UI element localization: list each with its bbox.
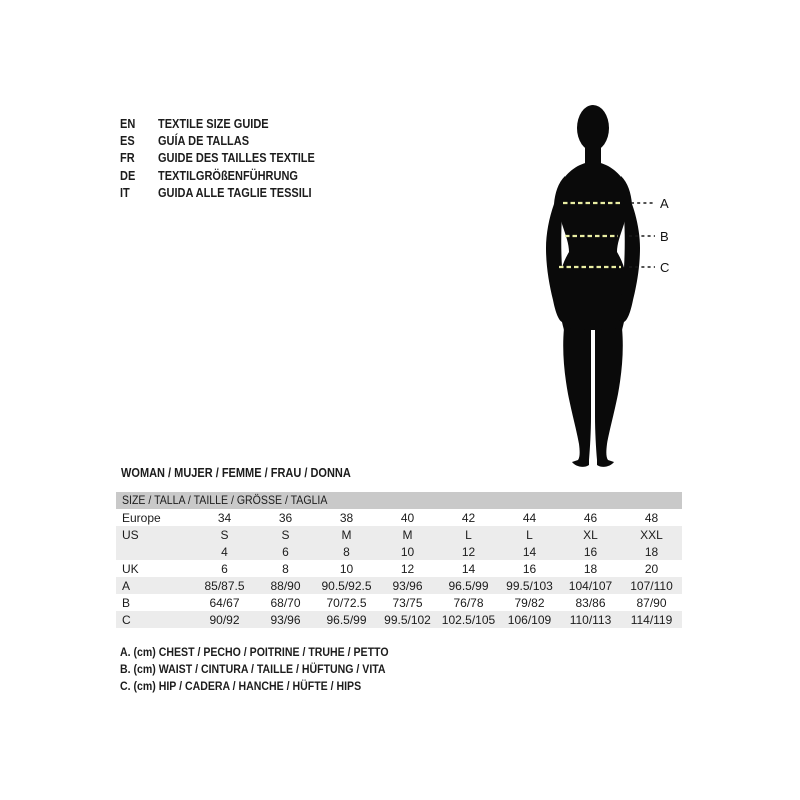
note-line	[120, 661, 425, 678]
size-cell: 12	[461, 544, 476, 559]
silhouette-left-foot	[572, 460, 589, 467]
language-code: FR	[120, 151, 135, 166]
size-cell: 36	[278, 510, 293, 525]
size-cell: 87/90	[636, 595, 667, 610]
language-title: TEXTILE SIZE GUIDE	[158, 116, 269, 131]
woman-silhouette	[521, 100, 661, 482]
size-cell: 18	[583, 561, 598, 576]
silhouette-right-foot	[597, 460, 614, 467]
language-title: GUÍA DE TALLAS	[158, 133, 250, 148]
language-code: EN	[120, 116, 136, 131]
language-row	[120, 184, 336, 201]
size-cell: 14	[522, 544, 537, 559]
size-cell: 99.5/103	[506, 578, 553, 593]
size-cell: 68/70	[270, 595, 301, 610]
size-cell: 48	[644, 510, 659, 525]
size-table-body	[116, 509, 682, 628]
row-label: US	[122, 527, 139, 542]
size-cell: 96.5/99	[448, 578, 489, 593]
size-cell: 4	[221, 544, 228, 559]
row-label: Europe	[122, 510, 161, 525]
section-title	[121, 466, 382, 480]
measurement-notes	[120, 644, 425, 694]
size-cell: 73/75	[392, 595, 423, 610]
size-cell: 114/119	[630, 612, 673, 627]
size-cell: 93/96	[392, 578, 423, 593]
note-text: C. (cm) HIP / CADERA / HANCHE / HÜFTE / HIPS	[120, 678, 362, 693]
table-row	[116, 611, 682, 628]
size-cell: 76/78	[453, 595, 484, 610]
size-cell: 107/110	[630, 578, 673, 593]
note-text: B. (cm) WAIST / CINTURA / TAILLE / HÜFTUNG / VITA	[120, 661, 386, 676]
language-row	[120, 167, 336, 184]
measure-marker-a: A	[660, 195, 669, 211]
language-code: IT	[120, 185, 130, 200]
language-title: GUIDE DES TAILLES TEXTILE	[158, 151, 315, 166]
size-cell: M	[402, 527, 413, 542]
row-label: UK	[122, 561, 139, 576]
size-cell: L	[526, 527, 533, 542]
size-cell: 70/72.5	[326, 595, 367, 610]
measure-marker-b: B	[660, 228, 669, 244]
table-row	[116, 577, 682, 594]
size-cell: 104/107	[568, 578, 613, 593]
language-row	[120, 115, 336, 132]
language-title: TEXTILGRÖßENFÜHRUNG	[158, 168, 298, 183]
size-cell: XXL	[640, 527, 663, 542]
measure-marker-c: C	[660, 259, 670, 275]
note-text: A. (cm) CHEST / PECHO / POITRINE / TRUHE / PETTO	[120, 645, 389, 659]
size-cell: 14	[461, 561, 476, 576]
language-code: ES	[120, 133, 135, 148]
size-cell: S	[220, 527, 229, 542]
size-cell: 83/86	[575, 595, 606, 610]
size-cell: 88/90	[270, 578, 301, 593]
size-table	[116, 492, 682, 628]
table-row	[116, 526, 682, 543]
row-label: C	[122, 612, 131, 627]
size-cell: 16	[583, 544, 598, 559]
size-cell: 44	[522, 510, 537, 525]
size-cell: 38	[339, 510, 354, 525]
size-cell: 8	[343, 544, 350, 559]
language-row	[120, 132, 336, 149]
language-code: DE	[120, 168, 136, 183]
note-line	[120, 644, 425, 661]
note-line	[120, 678, 425, 695]
size-cell: 34	[217, 510, 232, 525]
silhouette-torso	[559, 162, 628, 330]
size-cell: S	[281, 527, 290, 542]
size-cell: 6	[221, 561, 228, 576]
size-cell: 79/82	[514, 595, 545, 610]
language-list	[120, 115, 336, 201]
size-table-header-text: SIZE / TALLA / TAILLE / GRÖSSE / TAGLIA	[122, 493, 328, 507]
size-cell: L	[465, 527, 472, 542]
size-cell: 16	[522, 561, 537, 576]
size-cell: 96.5/99	[326, 612, 367, 627]
table-row	[116, 509, 682, 526]
silhouette-left-leg	[563, 328, 591, 460]
language-row	[120, 150, 336, 167]
size-cell: 46	[583, 510, 598, 525]
size-cell: 99.5/102	[384, 612, 431, 627]
size-cell: 6	[282, 544, 289, 559]
row-label: A	[122, 578, 131, 593]
table-row	[116, 543, 682, 560]
size-cell: 90.5/92.5	[321, 578, 372, 593]
size-cell: 8	[282, 561, 289, 576]
table-row	[116, 594, 682, 611]
size-cell: 10	[339, 561, 354, 576]
table-row	[116, 560, 682, 577]
body-measurement-figure	[521, 100, 686, 482]
size-cell: 85/87.5	[204, 578, 245, 593]
size-cell: 42	[461, 510, 476, 525]
section-title-text: WOMAN / MUJER / FEMME / FRAU / DONNA	[121, 466, 351, 480]
size-cell: 20	[644, 561, 659, 576]
size-cell: XL	[583, 527, 598, 542]
size-cell: 93/96	[270, 612, 301, 627]
size-cell: 64/67	[209, 595, 240, 610]
size-cell: 90/92	[209, 612, 240, 627]
language-title: GUIDA ALLE TAGLIE TESSILI	[158, 185, 312, 200]
silhouette-shape	[546, 105, 640, 467]
size-cell: 106/109	[507, 612, 552, 627]
size-cell: 110/113	[569, 612, 612, 627]
size-cell: 40	[400, 510, 415, 525]
size-cell: 12	[400, 561, 415, 576]
size-cell: 18	[644, 544, 659, 559]
size-table-header	[116, 492, 682, 509]
size-cell: M	[341, 527, 352, 542]
silhouette-right-leg	[595, 328, 623, 460]
size-cell: 10	[400, 544, 415, 559]
row-label: B	[122, 595, 131, 610]
size-cell: 102.5/105	[441, 612, 496, 627]
